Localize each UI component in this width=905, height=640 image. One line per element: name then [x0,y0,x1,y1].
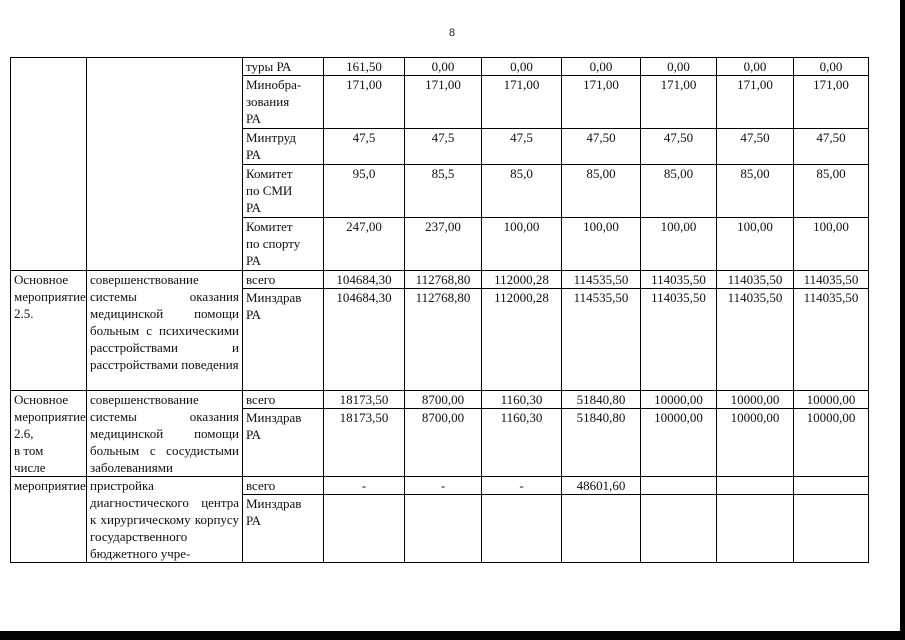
value-cell: 0,00 [641,58,717,76]
value-cell: 100,00 [562,218,641,271]
value-cell [641,495,717,563]
total-value-cell: 8700,00 [405,391,482,409]
value-cell: 100,00 [482,218,562,271]
total-value-cell: 104684,30 [324,271,405,289]
total-value-cell: 10000,00 [717,391,794,409]
total-value-cell: 114035,50 [717,271,794,289]
total-value-cell: 10000,00 [641,391,717,409]
total-label-cell: всего [243,271,324,289]
total-value-cell: - [482,477,562,495]
value-cell [562,495,641,563]
total-value-cell: 51840,80 [562,391,641,409]
value-cell: 171,00 [482,76,562,129]
value-cell: 10000,00 [794,409,869,477]
page-edge-bottom [0,631,905,640]
value-cell: 0,00 [562,58,641,76]
total-label-cell: всего [243,391,324,409]
value-cell: 10000,00 [641,409,717,477]
table-row [11,271,869,289]
measure-description-cell: совершенствование системы оказания медицинской помощи больным с сосудистыми заболеваниями [87,391,243,477]
table-row [11,391,869,409]
value-cell: 85,5 [405,165,482,218]
table-row [11,58,869,76]
value-cell: 85,00 [562,165,641,218]
value-cell: 114535,50 [562,289,641,391]
total-value-cell: 114035,50 [794,271,869,289]
value-cell: 85,00 [717,165,794,218]
value-cell: 247,00 [324,218,405,271]
page-number: 8 [449,27,456,39]
value-cell [794,495,869,563]
total-value-cell: 48601,60 [562,477,641,495]
executor-cell: Комитет по СМИ РА [243,165,324,218]
value-cell: 100,00 [717,218,794,271]
total-value-cell: 112000,28 [482,271,562,289]
value-cell [717,495,794,563]
value-cell: 47,50 [641,129,717,165]
total-value-cell: 10000,00 [794,391,869,409]
total-value-cell [794,477,869,495]
value-cell: 47,5 [405,129,482,165]
value-cell [482,495,562,563]
value-cell: 104684,30 [324,289,405,391]
measure-label-cell: мероприятие [11,477,87,563]
value-cell: 85,00 [641,165,717,218]
executor-cell: Минздрав РА [243,289,324,391]
value-cell: 112000,28 [482,289,562,391]
total-value-cell [641,477,717,495]
value-cell: 47,50 [794,129,869,165]
value-cell: 237,00 [405,218,482,271]
value-cell: 161,50 [324,58,405,76]
value-cell: 47,5 [482,129,562,165]
total-value-cell: 114535,50 [562,271,641,289]
value-cell: 10000,00 [717,409,794,477]
executor-cell: Минздрав РА [243,495,324,563]
total-value-cell: - [324,477,405,495]
value-cell: 112768,80 [405,289,482,391]
value-cell: 85,0 [482,165,562,218]
value-cell: 171,00 [405,76,482,129]
measure-label-cell: Основное мероприятие 2.5. [11,271,87,391]
value-cell: 18173,50 [324,409,405,477]
value-cell: 0,00 [405,58,482,76]
value-cell: 47,50 [562,129,641,165]
total-value-cell: 1160,30 [482,391,562,409]
value-cell: 114035,50 [717,289,794,391]
total-value-cell: - [405,477,482,495]
value-cell [405,495,482,563]
value-cell: 171,00 [641,76,717,129]
value-cell: 0,00 [717,58,794,76]
executor-cell: Комитет по спорту РА [243,218,324,271]
value-cell: 100,00 [641,218,717,271]
table-row [11,477,869,495]
measure-description-cell: совершенствование системы оказания медицинской помощи больным с психическими расстройствами и расстройствами поведения [87,271,243,391]
value-cell: 0,00 [482,58,562,76]
executor-cell: Минздрав РА [243,409,324,477]
value-cell: 85,00 [794,165,869,218]
value-cell [324,495,405,563]
value-cell: 114035,50 [641,289,717,391]
value-cell: 0,00 [794,58,869,76]
continued-description-cell [87,58,243,271]
value-cell: 171,00 [562,76,641,129]
value-cell: 171,00 [324,76,405,129]
measure-label-cell: Основное мероприятие 2.6, в том числе [11,391,87,477]
total-value-cell [717,477,794,495]
budget-table [10,57,869,563]
value-cell: 8700,00 [405,409,482,477]
total-label-cell: всего [243,477,324,495]
value-cell: 171,00 [717,76,794,129]
value-cell: 100,00 [794,218,869,271]
executor-cell: туры РА [243,58,324,76]
total-value-cell: 114035,50 [641,271,717,289]
continued-label-cell [11,58,87,271]
value-cell: 95,0 [324,165,405,218]
value-cell: 171,00 [794,76,869,129]
measure-description-cell: пристройка диагностического центра к хирургическому корпусу государственного бюджетного учре- [87,477,243,563]
total-value-cell: 18173,50 [324,391,405,409]
executor-cell: Минобра- зования РА [243,76,324,129]
value-cell: 47,5 [324,129,405,165]
value-cell: 114035,50 [794,289,869,391]
total-value-cell: 112768,80 [405,271,482,289]
value-cell: 51840,80 [562,409,641,477]
page-edge-right [900,0,905,640]
value-cell: 1160,30 [482,409,562,477]
value-cell: 47,50 [717,129,794,165]
executor-cell: Минтруд РА [243,129,324,165]
